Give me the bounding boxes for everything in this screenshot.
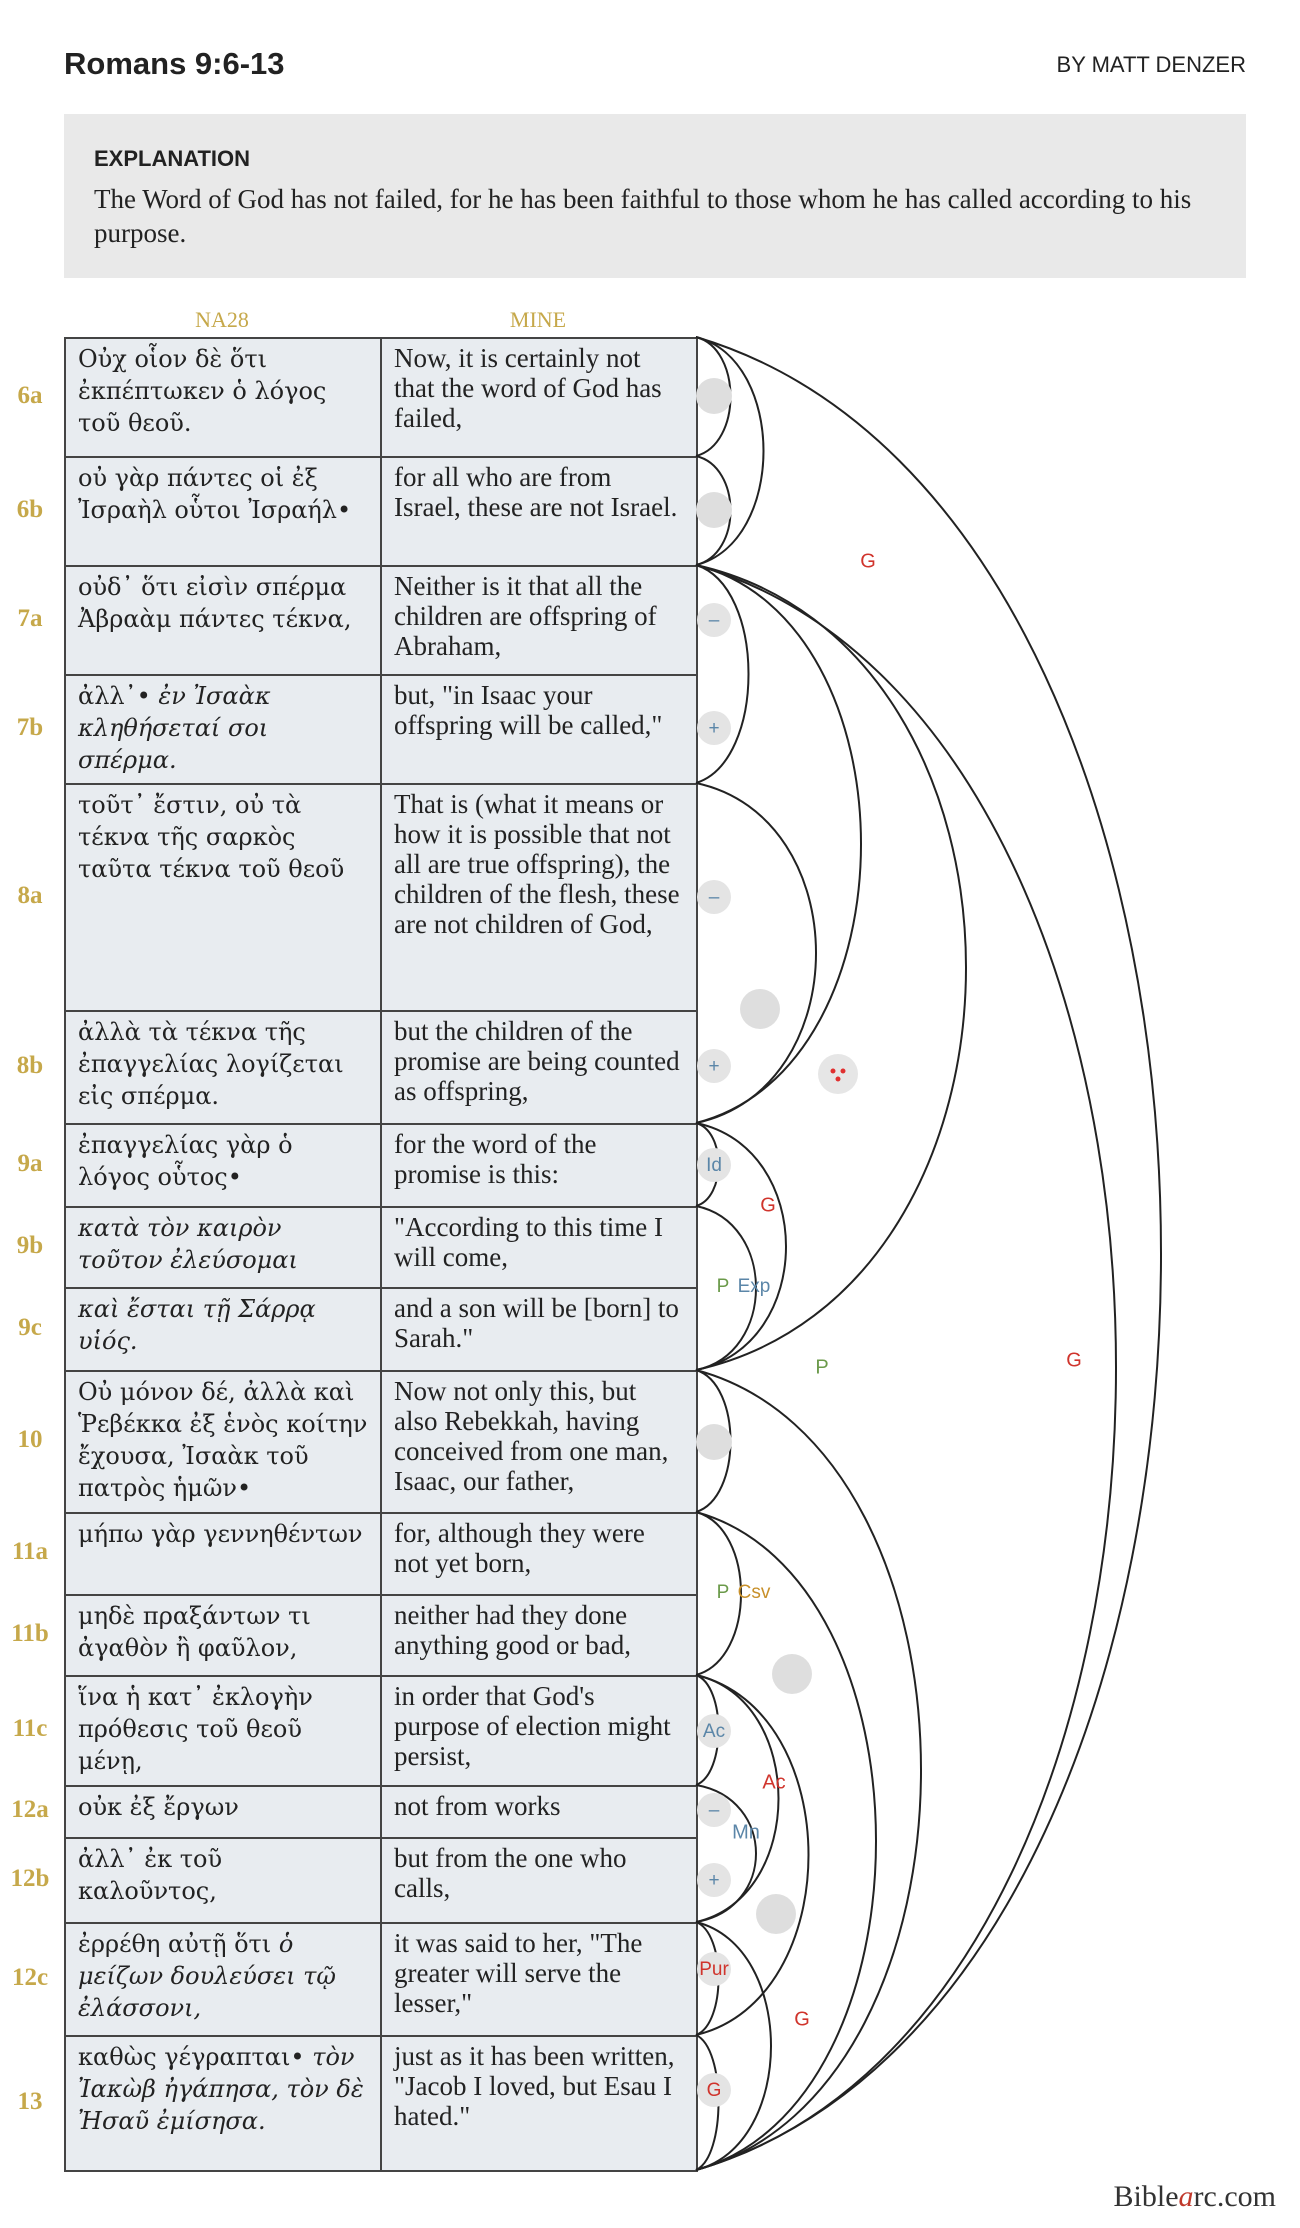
greek-text: Οὐχ οἷον δὲ ὅτι ἐκπέπτωκεν ὁ λόγος τοῦ θεοῦ. [78,345,327,437]
relation-label-g: G [1066,1349,1082,1372]
verse-ref: 11a [11,1538,49,1565]
relation-label-minus: – [708,887,720,909]
dot-marker [831,1069,836,1074]
explanation-heading: EXPLANATION [94,146,251,171]
relation-label-plus: + [708,718,720,740]
verse-ref: 12b [10,1864,50,1892]
column-header-english: MINE [509,307,567,332]
verse-ref: 11c [12,1715,48,1742]
greek-text: ἵνα ἡ κατ᾽ ἐκλογὴν πρόθεσις τοῦ θεοῦ μένῃ, [78,1683,313,1775]
empty-relation-circle [696,1424,732,1460]
relation-label-plus: + [708,1056,720,1078]
english-text: Now not only this, but also Rebekkah, having conceived from one man, Isaac, our father, [394,1376,669,1496]
relation-label-mn: Mn [732,1821,760,1844]
empty-relation-circle [696,378,732,414]
greek-quote-text: ἐν Ἰσαὰκ κληθήσεταί σοι σπέρμα. [78,682,271,774]
english-text: but, "in Isaac your offspring will be called," [394,680,663,740]
greek-text: καθὼς γέγραπται• [78,2043,313,2071]
verse-ref: 6a [17,381,43,409]
arc-outer-6-13 [696,337,1161,2170]
english-text: and a son will be [born] to Sarah." [394,1293,679,1353]
relation-label-g: G [860,550,876,573]
empty-relation-circle [772,1654,812,1694]
verse-ref: 8b [16,1051,44,1079]
relation-label-g: G [794,2008,810,2031]
relation-label-id: Id [706,1155,722,1177]
english-text: Neither is it that all the children are offspring of Abraham, [394,571,657,661]
arc-7a-9c [696,565,966,1370]
column-header-greek: NA28 [195,307,249,332]
greek-text: Οὐ μόνον δέ, ἀλλὰ καὶ Ῥεβέκκα ἐξ ἑνὸς κοίτην ἔχουσα, Ἰσαὰκ τοῦ πατρὸς ἡμῶν• [78,1378,368,1502]
verse-ref: 8a [17,881,43,909]
verse-ref: 6b [16,495,44,523]
relation-label-g: G [706,2080,722,2102]
greek-text: ἀλλ᾽ ἐκ τοῦ καλοῦντος, [78,1845,223,1905]
relation-label-ac: Ac [762,1771,786,1794]
greek-quote-text: ὁ μείζων δουλεύσει τῷ ἐλάσσονι, [78,1930,336,2022]
greek-text: ἀλλὰ τὰ τέκνα τῆς ἐπαγγελίας λογίζεται εἰς σπέρμα. [78,1018,344,1110]
relation-label-p: P [716,1276,730,1298]
english-text: That is (what it means or how it is possible that not all are true offspring), the children of the flesh, these are not children of God, [394,789,680,939]
relation-label-minus: – [708,610,720,632]
english-text: in order that God's purpose of election might persist, [394,1681,671,1771]
verse-ref: 10 [17,1426,43,1453]
dot-marker [841,1069,846,1074]
logo-text-post: rc.com [1193,2180,1276,2213]
arc-7a-8b [696,565,861,1123]
logo-text-pre: Bible [1113,2180,1179,2213]
greek-text: ἐρρέθη αὐτῇ ὅτι [78,1930,279,1958]
author-byline: BY MATT DENZER [1056,52,1246,77]
arc-11a-13 [696,1512,876,2170]
english-text: not from works [394,1791,561,1821]
greek-quote-text: καὶ ἔσται τῇ Σάρρᾳ υἱός. [78,1295,316,1355]
verse-ref: 13 [17,2087,43,2115]
verse-ref: 7b [16,713,44,741]
relation-label-minus: – [708,1800,720,1822]
english-text: for, although they were not yet born, [394,1518,645,1578]
arc-10-13 [696,1370,921,2170]
greek-quote-text: τὸν Ἰακὼβ ἠγάπησα, τὸν δὲ Ἠσαῦ ἐμίσησα. [78,2043,364,2135]
relation-label-exp: Exp [737,1276,771,1298]
empty-relation-circle [756,1894,796,1934]
verse-ref: 12a [11,1796,49,1823]
site-logo [1114,2180,1276,2214]
english-text: neither had they done anything good or bad, [394,1600,631,1660]
greek-text: οὐδ᾽ ὅτι εἰσὶν σπέρμα Ἀβραὰμ πάντες τέκνα, [78,573,352,633]
verse-ref: 9a [17,1149,43,1177]
greek-text: μήπω γὰρ γεννηθέντων [78,1520,363,1548]
english-text: just as it has been written, "Jacob I loved, but Esau I hated." [394,2041,675,2131]
greek-text: οὐ γὰρ πάντες οἱ ἐξ Ἰσραὴλ οὗτοι Ἰσραήλ• [78,464,352,524]
relation-label-p: P [716,1582,730,1604]
greek-text: τοῦτ᾽ ἔστιν, οὐ τὰ τέκνα τῆς σαρκὸς ταῦτα τέκνα τοῦ θεοῦ [78,791,345,883]
empty-relation-circle [696,492,732,528]
english-text: but the children of the promise are being counted as offspring, [394,1016,680,1106]
verse-ref: 9b [16,1231,44,1259]
relation-label-pur: Pur [699,1959,729,1981]
empty-relation-circle [740,989,780,1029]
english-text: for all who are from Israel, these are not Israel. [394,462,678,522]
relation-label-p: P [815,1356,829,1379]
verse-ref: 12c [11,1963,49,1991]
dot-marker [836,1077,841,1082]
verse-ref: 9c [18,1313,42,1341]
arc-7-13 [696,565,1116,2170]
english-text: "According to this time I will come, [394,1212,663,1272]
verse-ref: 7a [17,604,43,632]
english-text: it was said to her, "The greater will serve the lesser," [394,1928,643,2018]
discourse-circle [818,1054,858,1094]
arc-7a-7b [696,565,749,783]
relation-label-csv: Csv [737,1582,771,1604]
relation-label-plus: + [708,1870,720,1892]
greek-text: οὐκ ἐξ ἔργων [78,1793,239,1821]
logo-arc-mark: a [1178,2180,1194,2213]
greek-text: μηδὲ πραξάντων τι ἀγαθὸν ἢ φαῦλον, [78,1602,311,1662]
relation-label-g: G [760,1194,776,1217]
greek-quote-text: κατὰ τὸν καιρὸν τοῦτον ἐλεύσομαι [78,1214,298,1274]
english-text: Now, it is certainly not that the word of God has failed, [394,343,662,433]
verse-ref: 11b [11,1619,49,1647]
relation-label-ac: Ac [702,1721,726,1743]
page-title: Romans 9:6-13 [64,46,285,81]
explanation-text: The Word of God has not failed, for he has been faithful to those whom he has called according to his purpose. [94,184,1192,248]
english-text: for the word of the promise is this: [394,1129,597,1189]
english-text: but from the one who calls, [394,1843,627,1903]
greek-text: ἐπαγγελίας γὰρ ὁ λόγος οὗτος• [78,1131,293,1191]
greek-text: ἀλλ᾽• [78,682,159,710]
